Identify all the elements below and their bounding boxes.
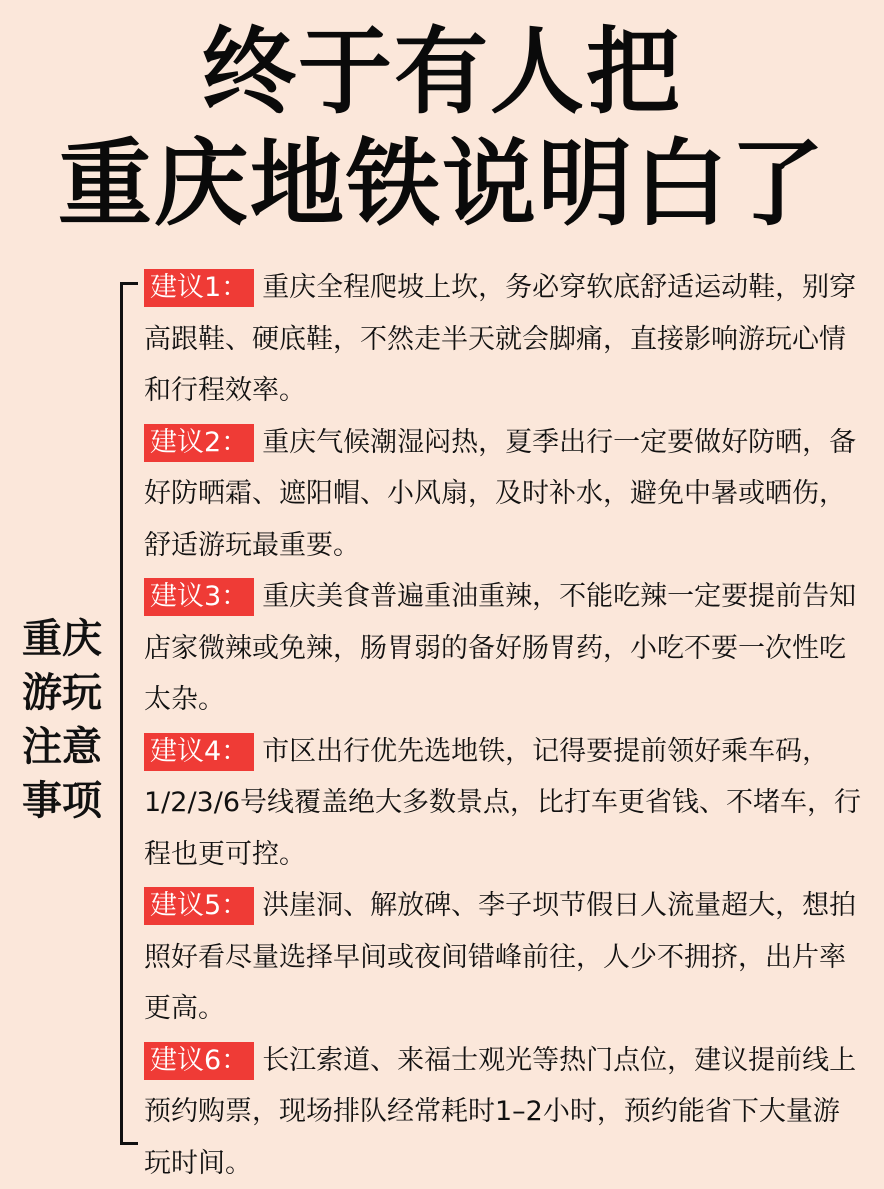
tip-item [144,262,864,417]
tip-item [144,417,864,572]
tip-label-badge: 建议5： [144,887,254,925]
side-label-line: 重庆 [14,612,110,666]
page-title-line-1: 终于有人把 [0,18,884,128]
tip-label-badge: 建议3： [144,578,254,616]
bracket-vertical-line [120,282,123,1144]
side-label-line: 注意 [14,720,110,774]
tips-list [144,262,864,1189]
tip-item [144,1035,864,1189]
tip-label-badge: 建议2： [144,424,254,462]
tip-text: 长江索道、来福士观光等热门点位，建议提前线上预约购票，现场排队经常耗时1–2小时，预约能省下大量游玩时间。 [144,1045,856,1179]
tip-text: 重庆气候潮湿闷热，夏季出行一定要做好防晒，备好防晒霜、遮阳帽、小风扇，及时补水，避免中暑或晒伤，舒适游玩最重要。 [144,427,856,561]
tip-label-badge: 建议4： [144,733,254,771]
tip-label-badge: 建议6： [144,1042,254,1080]
side-label-line: 游玩 [14,666,110,720]
tip-item [144,880,864,1035]
tip-text: 市区出行优先选地铁，记得要提前领好乘车码，1/2/3/6号线覆盖绝大多数景点，比打车更省钱、不堵车，行程也更可控。 [144,736,861,870]
side-label-line: 事项 [14,774,110,828]
tip-text: 重庆全程爬坡上坎，务必穿软底舒适运动鞋，别穿高跟鞋、硬底鞋，不然走半天就会脚痛，直接影响游玩心情和行程效率。 [144,272,856,406]
side-label [14,612,110,828]
page-title-line-2: 重庆地铁说明白了 [0,130,884,240]
tip-item [144,726,864,881]
tip-item [144,571,864,726]
tip-text: 洪崖洞、解放碑、李子坝节假日人流量超大，想拍照好看尽量选择早间或夜间错峰前往，人少不拥挤，出片率更高。 [144,890,856,1024]
tip-label-badge: 建议1： [144,269,254,307]
bracket-bottom-tick [120,1142,138,1145]
tip-text: 重庆美食普遍重油重辣，不能吃辣一定要提前告知店家微辣或免辣，肠胃弱的备好肠胃药，小吃不要一次性吃太杂。 [144,581,856,715]
